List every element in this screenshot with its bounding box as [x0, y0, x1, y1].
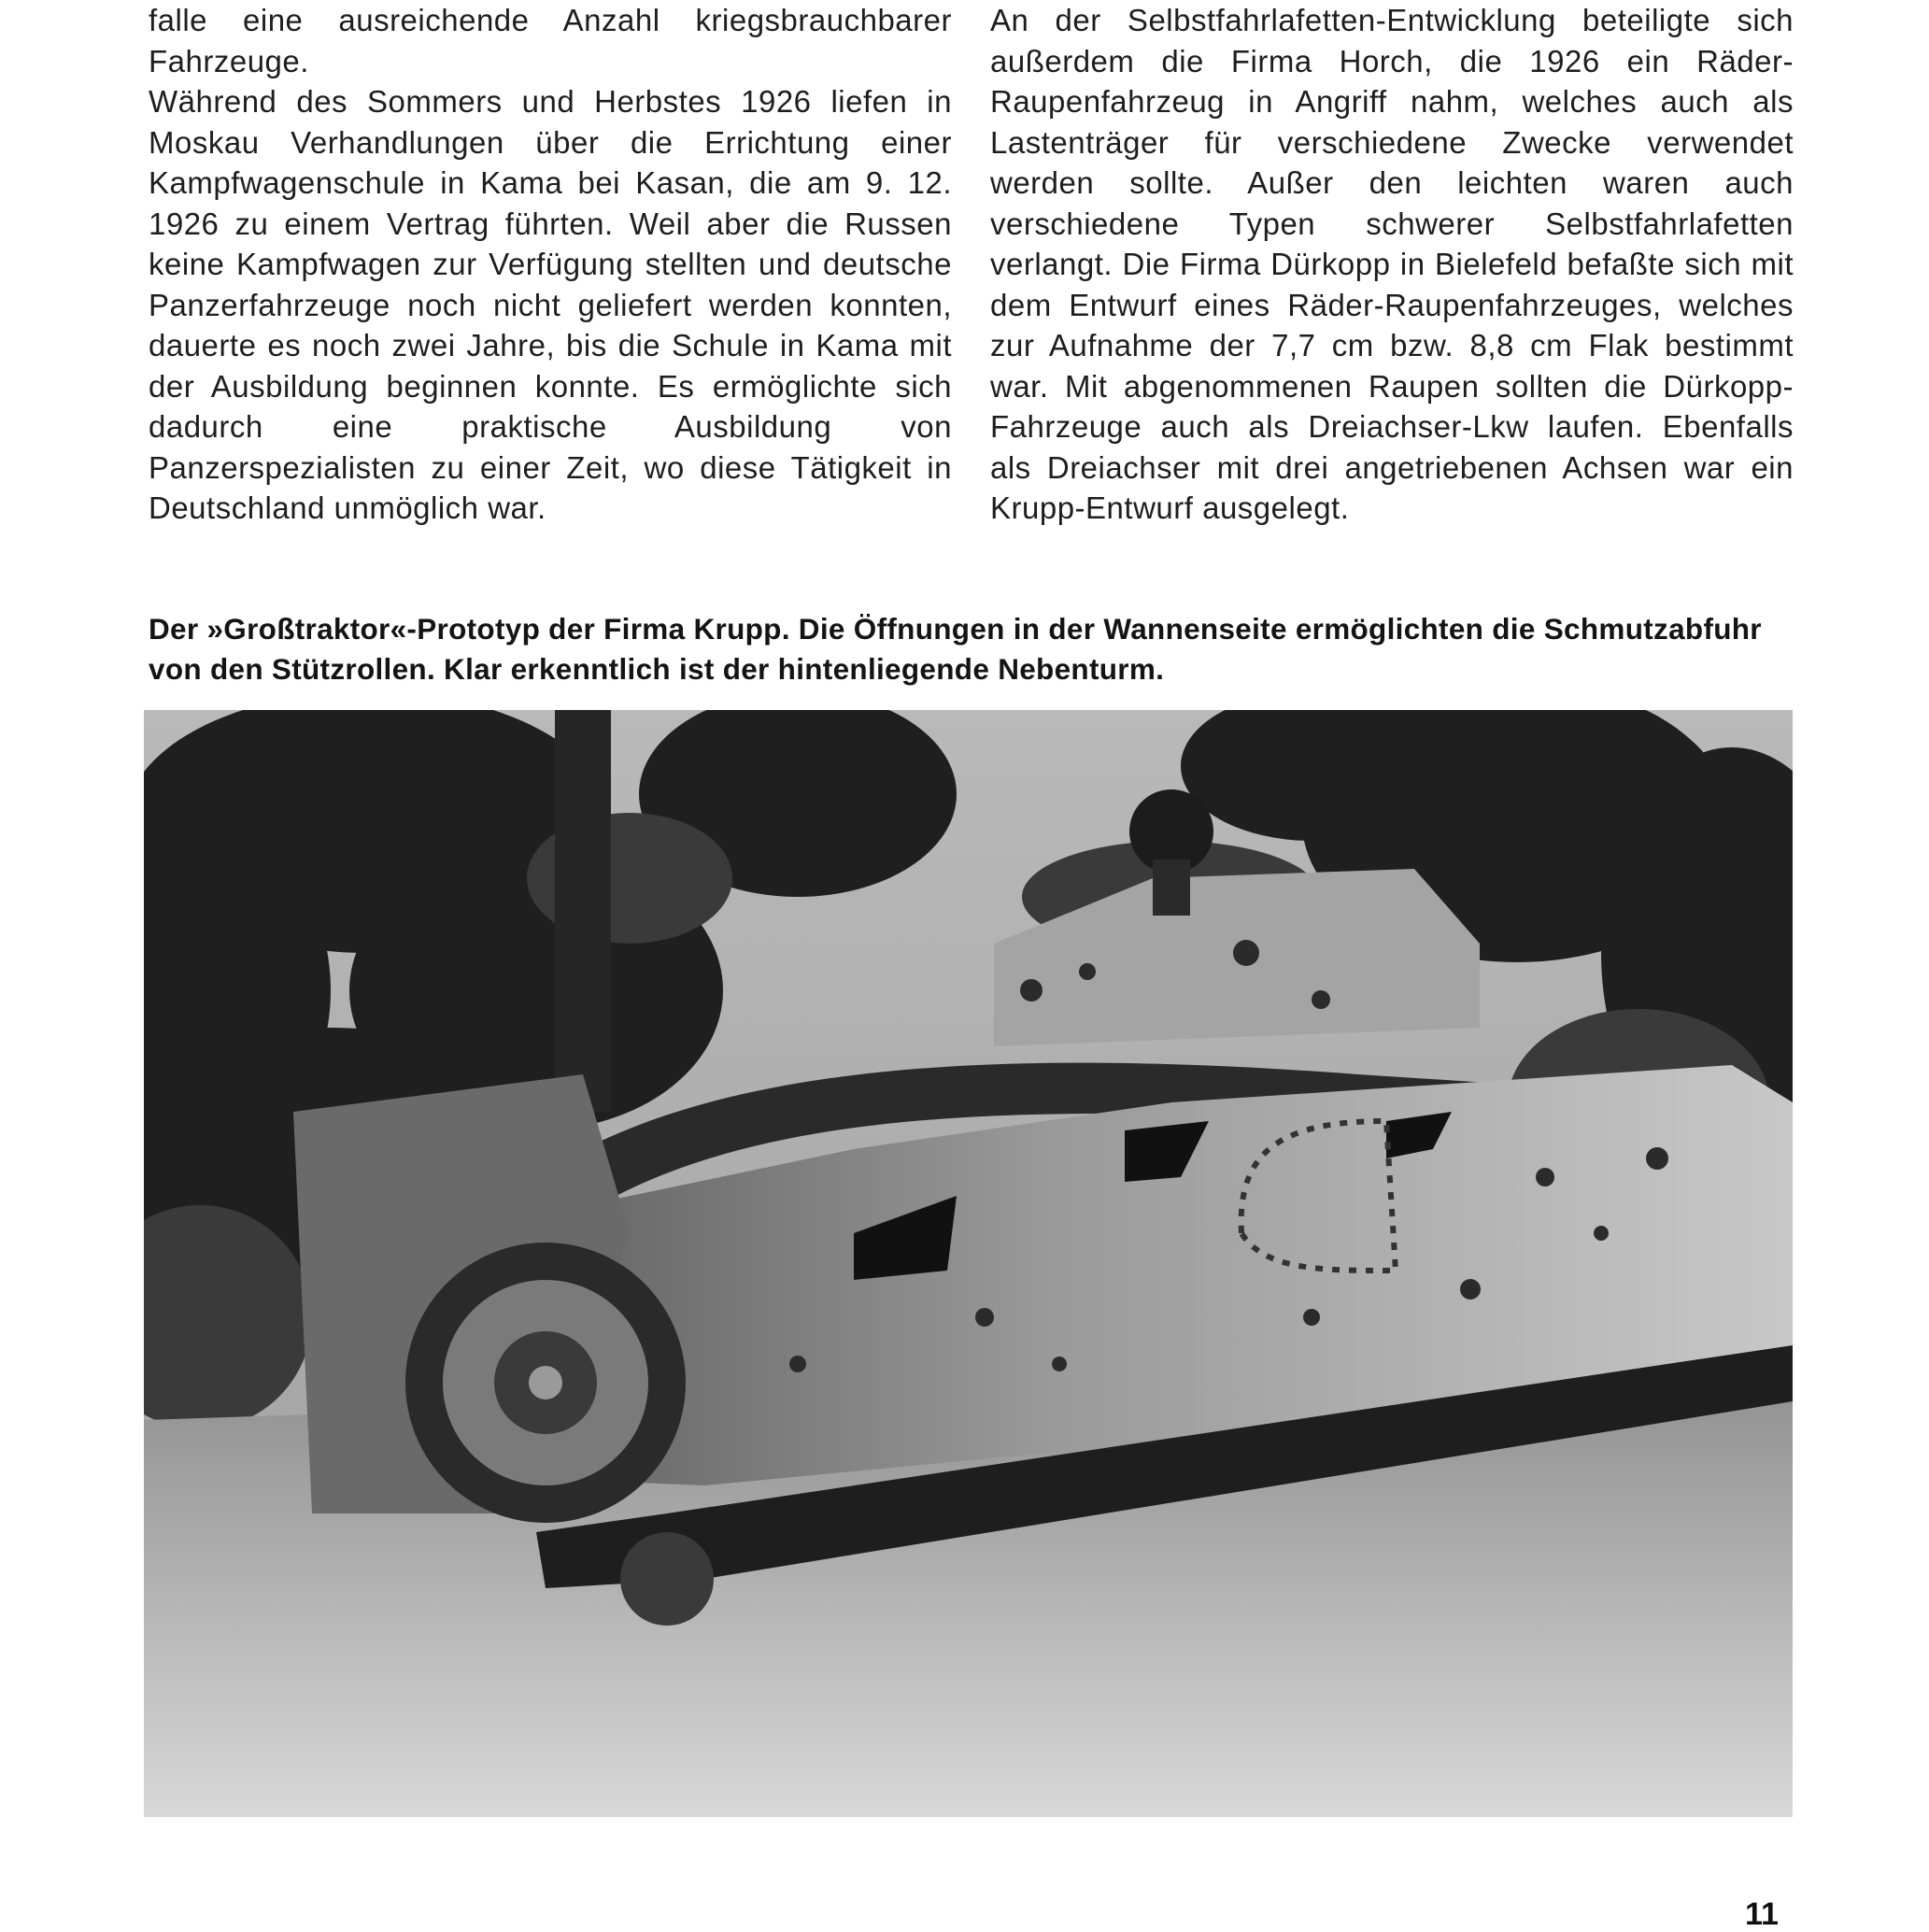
text-column-left: [149, 0, 952, 529]
photo-caption: Der »Großtraktor«-Prototyp der Firma Krupp. Die Öffnungen in der Wannenseite ermöglichten die Schmutzabfuhr von den Stützrollen. Klar erkenntlich ist der hintenliegende Nebenturm.: [149, 612, 1762, 686]
tank-photo: [144, 710, 1793, 1817]
page-number: 11: [1745, 1896, 1779, 1932]
text-column-right: [990, 0, 1794, 529]
tank-photo-illustration: [144, 710, 1793, 1817]
paragraph: An der Selbstfahrlafetten-Entwicklung beteiligte sich außerdem die Firma Horch, die 1926 ein Räder-Raupenfahrzeug in Angriff nahm, welches auch als Lastenträger für verschiedene Zwecke verwendet werden sollte. Außer den leichten waren auch verschiedene Typen schwerer Selbstfahrlafetten verlangt. Die Firma Dürkopp in Bielefeld befaßte sich mit dem Entwurf eines Räder-Raupenfahrzeuges, welches zur Aufnahme der 7,7 cm bzw. 8,8 cm Flak bestimmt war. Mit abgenommenen Raupen sollten die Dürkopp-Fahrzeuge auch als Dreiachser-Lkw laufen. Ebenfalls als Dreiachser mit drei angetriebenen Achsen war ein Krupp-Entwurf ausgelegt.: [990, 3, 1794, 525]
paragraph: Während des Sommers und Herbstes 1926 liefen in Moskau Verhandlungen über die Errichtung einer Kampfwagenschule in Kama bei Kasan, die am 9. 12. 1926 zu einem Vertrag führten. Weil aber die Russen keine Kampfwagen zur Verfügung stellten und deutsche Panzerfahrzeuge noch nicht geliefert werden konnten, dauerte es noch zwei Jahre, bis die Schule in Kama mit der Ausbildung beginnen konnte. Es ermöglichte sich dadurch eine praktische Ausbildung von Panzerspezialisten zu einer Zeit, wo diese Tätigkeit in Deutschland unmöglich war.: [149, 84, 952, 525]
paragraph: falle eine ausreichende Anzahl kriegsbrauchbarer Fahrzeuge.: [149, 3, 952, 78]
